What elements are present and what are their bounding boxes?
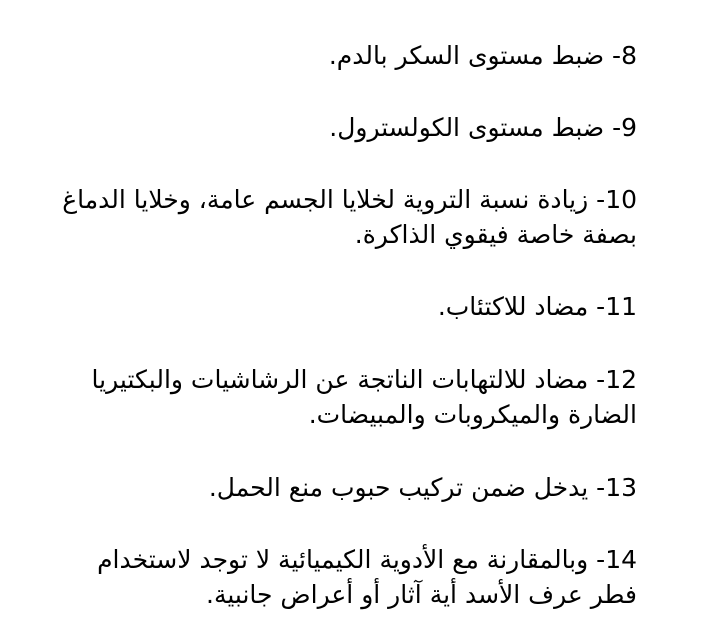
- list-item-10: [20, 182, 637, 252]
- list-item-text: 8- ضبط مستوى السكر بالدم.: [328, 41, 637, 70]
- list-item-text: 14- وبالمقارنة مع الأدوية الكيميائية لا توجد لاستخدام: [97, 545, 637, 574]
- list-item-text: بصفة خاصة فيقوي الذاكرة.: [354, 220, 637, 249]
- list-item-text: 13- يدخل ضمن تركيب حبوب منع الحمل.: [208, 473, 637, 502]
- list-item-text: فطر عرف الأسد أية آثار أو أعراض جانبية.: [206, 580, 637, 609]
- list-item-text: الضارة والميكروبات والمبيضات.: [308, 400, 637, 429]
- list-item-text: 12- مضاد للالتهابات الناتجة عن الرشاشيات والبكتيريا: [91, 365, 637, 394]
- list-item-text: 10- زيادة نسبة التروية لخلايا الجسم عامة، وخلايا الدماغ: [62, 185, 637, 214]
- list-item-13: [20, 470, 637, 505]
- list-item-9: [20, 110, 637, 145]
- list-item-text: 9- ضبط مستوى الكولسترول.: [329, 113, 637, 142]
- list-item-8: [20, 38, 637, 73]
- list-item-text: 11- مضاد للاكتئاب.: [437, 292, 637, 321]
- list-item-11: [20, 289, 637, 324]
- document-page: [20, 0, 637, 631]
- list-item-12: [20, 362, 637, 432]
- list-item-14: [20, 542, 637, 612]
